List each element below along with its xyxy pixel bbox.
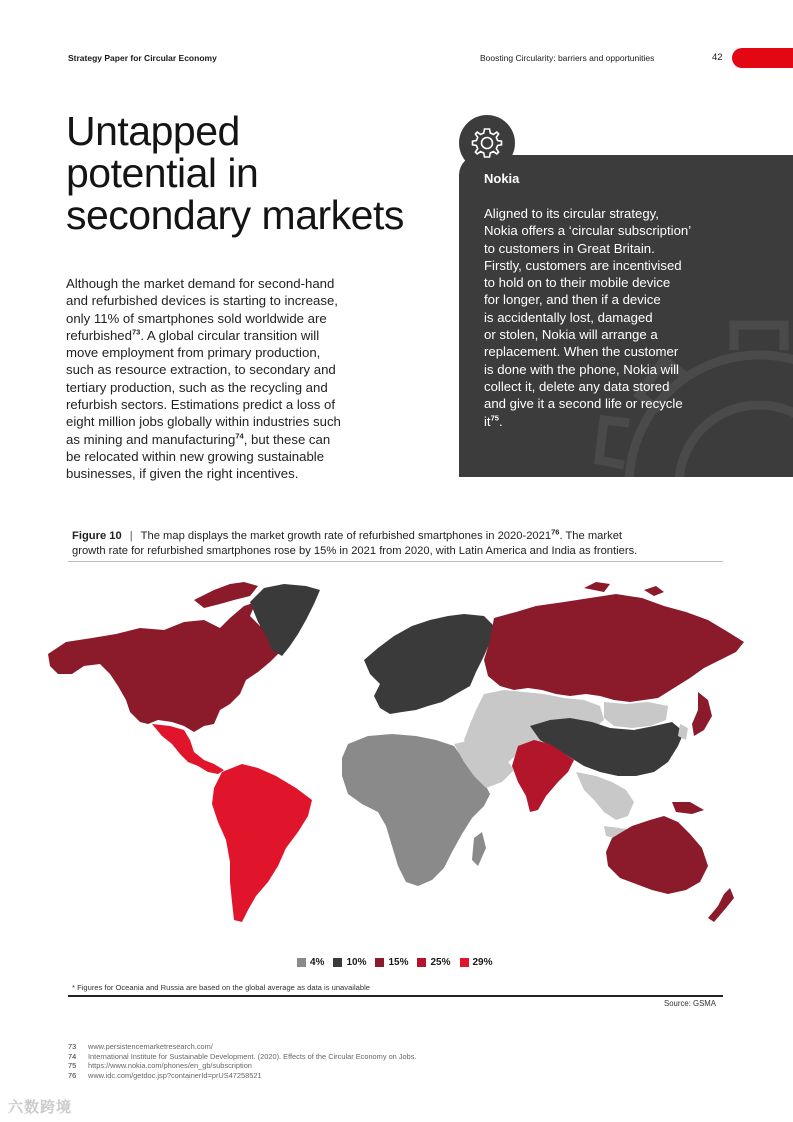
legend-label: 29% bbox=[472, 957, 493, 968]
world-map bbox=[44, 576, 754, 946]
legend-label: 10% bbox=[346, 957, 367, 968]
nokia-line: and give it a second life or recycle bbox=[484, 396, 683, 412]
footnote-ref-75[interactable]: 75 bbox=[490, 413, 499, 423]
nokia-line: collect it, delete any data stored bbox=[484, 378, 670, 394]
gear-icon bbox=[459, 115, 515, 171]
footnote bbox=[68, 1071, 417, 1081]
body-line: tertiary production, such as the recycling and bbox=[66, 379, 328, 395]
region-russia-islands bbox=[584, 582, 664, 596]
caption-line bbox=[72, 529, 732, 544]
nokia-line: to customers in Great Britain. bbox=[484, 240, 655, 256]
footnote-number: 74 bbox=[68, 1051, 77, 1061]
footnote-number: 76 bbox=[68, 1070, 77, 1080]
region-new-zealand bbox=[708, 888, 734, 922]
nokia-line: replacement. When the customer bbox=[484, 344, 679, 360]
legend-swatch bbox=[417, 958, 426, 967]
legend-item bbox=[417, 957, 450, 968]
nokia-line: Firstly, customers are incentivised bbox=[484, 257, 682, 273]
header-section-title: Boosting Circularity: barriers and opportunities bbox=[480, 53, 655, 63]
body-line: Although the market demand for second-hand bbox=[66, 276, 335, 291]
nokia-text-fragment: it bbox=[484, 413, 491, 429]
legend-item bbox=[460, 957, 493, 968]
body-text-fragment: refurbished bbox=[66, 327, 132, 343]
footnote-text[interactable]: www.persistencemarketresearch.com/ bbox=[88, 1042, 213, 1051]
caption-line: growth rate for refurbished smartphones rose by 15% in 2021 from 2020, with Latin America and India as frontiers. bbox=[72, 545, 638, 557]
body-line: move employment from primary production, bbox=[66, 345, 321, 361]
nokia-box-text bbox=[484, 205, 784, 430]
footnote-text: International Institute for Sustainable Development. (2020). Effects of the Circular Economy on Jobs. bbox=[88, 1051, 417, 1061]
legend-label: 25% bbox=[430, 957, 451, 968]
body-line: such as resource extraction, to secondary and bbox=[66, 362, 336, 378]
map-legend bbox=[297, 957, 493, 968]
footnote-ref-74[interactable]: 74 bbox=[235, 431, 244, 441]
nokia-line: is done with the phone, Nokia will bbox=[484, 361, 679, 377]
page-number: 42 bbox=[712, 52, 723, 63]
body-line bbox=[66, 327, 396, 344]
legend-swatch bbox=[333, 958, 342, 967]
title-line: secondary markets bbox=[66, 192, 404, 238]
legend-swatch bbox=[460, 958, 469, 967]
footnote-number: 73 bbox=[68, 1042, 77, 1051]
region-arctic-islands bbox=[194, 582, 258, 608]
footnote-text[interactable]: www.idc.com/getdoc.jsp?containerId=prUS47258521 bbox=[88, 1070, 262, 1080]
title-line: Untapped bbox=[66, 108, 240, 154]
caption-text: The map displays the market growth rate of refurbished smartphones in 2020-2021 bbox=[140, 530, 552, 542]
footnote-ref-73[interactable]: 73 bbox=[131, 327, 141, 337]
region-russia bbox=[484, 594, 744, 702]
body-line: refurbish sectors. Estimations predict a loss of bbox=[66, 397, 335, 413]
body-text-fragment: . A global circular transition will bbox=[140, 327, 320, 343]
footnote bbox=[68, 1042, 417, 1052]
body-line: eight million jobs globally within industries such bbox=[66, 414, 341, 430]
legend-swatch bbox=[297, 958, 306, 967]
legend-item bbox=[375, 957, 408, 968]
body-line: businesses, if given the right incentives. bbox=[66, 466, 299, 482]
body-paragraph bbox=[66, 275, 396, 483]
region-papua bbox=[672, 802, 704, 814]
body-line: only 11% of smartphones sold worldwide are bbox=[66, 310, 327, 326]
body-line: be relocated within new growing sustainable bbox=[66, 448, 325, 464]
map-footnote: * Figures for Oceania and Russia are based on the global average as data is unavailable bbox=[72, 983, 371, 992]
region-mongolia bbox=[604, 702, 668, 728]
region-north-america bbox=[48, 602, 290, 732]
nokia-line: $it^{75}$. bbox=[484, 413, 503, 429]
region-south-america bbox=[212, 764, 312, 922]
caption-separator: | bbox=[129, 530, 133, 542]
nokia-line: Aligned to its circular strategy, bbox=[484, 206, 659, 221]
nokia-line: Nokia offers a ‘circular subscription’ bbox=[484, 223, 692, 239]
page-title bbox=[66, 110, 456, 236]
region-madagascar bbox=[472, 832, 486, 866]
region-australia bbox=[606, 816, 708, 894]
caption-divider bbox=[68, 561, 723, 562]
footnote-number: 75 bbox=[68, 1061, 77, 1071]
watermark-logo: 六数跨境 bbox=[8, 1099, 73, 1116]
legend-label: 15% bbox=[388, 957, 409, 968]
legend-item bbox=[333, 957, 366, 968]
footnotes bbox=[68, 1042, 417, 1080]
region-central-america bbox=[152, 724, 224, 774]
body-line: and refurbished devices is starting to increase, bbox=[66, 293, 338, 309]
body-text-fragment: , but these can bbox=[243, 431, 331, 447]
source-credit: Source: GSMA bbox=[664, 999, 716, 1008]
figure-caption bbox=[72, 529, 732, 559]
legend-item bbox=[297, 957, 324, 968]
figure-bottom-rule bbox=[68, 995, 723, 997]
header-document-title: Strategy Paper for Circular Economy bbox=[68, 53, 217, 63]
nokia-line: is accidentally lost, damaged bbox=[484, 309, 653, 325]
caption-text: . The market bbox=[559, 530, 623, 542]
header-accent-bar bbox=[732, 48, 793, 68]
nokia-line: for longer, and then if a device bbox=[484, 292, 661, 308]
figure-label: Figure 10 bbox=[72, 530, 122, 542]
nokia-line: to hold on to their mobile device bbox=[484, 275, 671, 291]
body-text-fragment: as mining and manufacturing bbox=[66, 431, 236, 447]
legend-swatch bbox=[375, 958, 384, 967]
title-line: potential in bbox=[66, 150, 259, 196]
footnote-ref-76[interactable]: 76 bbox=[551, 527, 560, 537]
footnote bbox=[68, 1052, 417, 1062]
region-japan bbox=[692, 692, 712, 736]
body-line bbox=[66, 431, 396, 448]
footnote bbox=[68, 1061, 417, 1071]
nokia-box-title: Nokia bbox=[484, 171, 520, 186]
nokia-line: or stolen, Nokia will arrange a bbox=[484, 327, 658, 343]
footnote-text[interactable]: https://www.nokia.com/phones/en_gb/subscription bbox=[88, 1061, 252, 1071]
legend-label: 4% bbox=[310, 957, 325, 968]
